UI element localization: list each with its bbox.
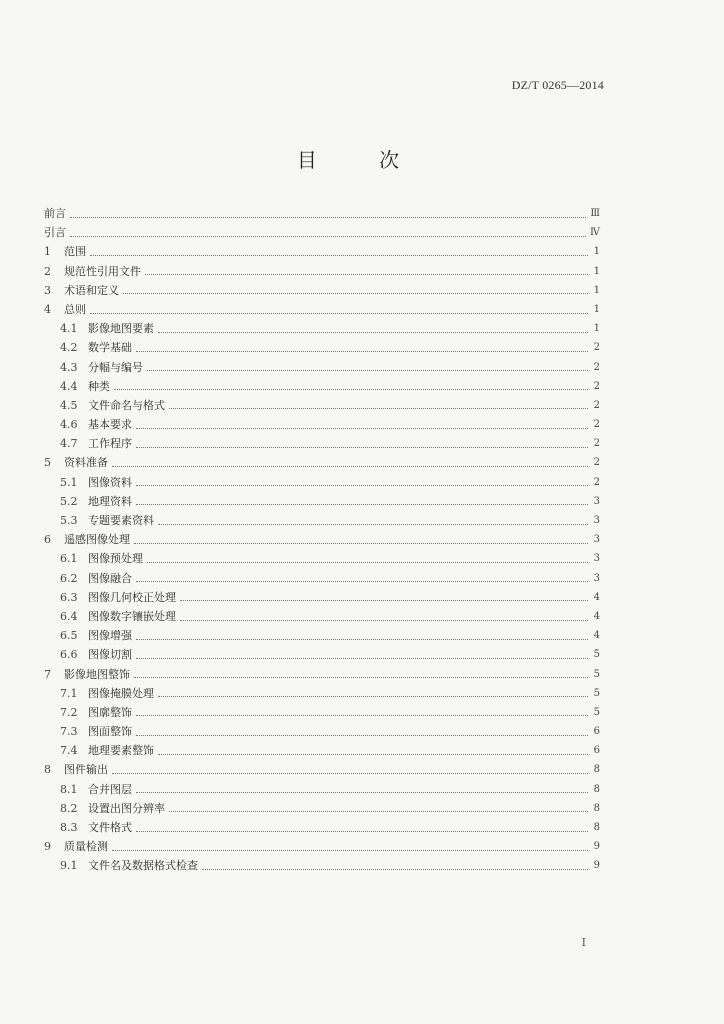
toc-entry-label: 图像资料 <box>88 475 132 489</box>
toc-entry[interactable] <box>44 300 600 319</box>
toc-entry[interactable] <box>44 492 600 511</box>
toc-entry-page: 2 <box>593 438 600 450</box>
toc-entry-label: 图像几何校正处理 <box>88 590 176 604</box>
toc-leader-dots <box>136 580 588 582</box>
toc-entry-page: 6 <box>593 745 600 757</box>
toc-entry-page: 8 <box>593 822 600 833</box>
toc-entry[interactable] <box>44 856 600 875</box>
toc-entry-number: 7.4 <box>60 744 78 758</box>
toc-entry-number: 2 <box>44 264 51 278</box>
toc-entry-label: 图像掩膜处理 <box>88 686 154 700</box>
toc-entry-number: 5.2 <box>60 494 78 508</box>
toc-entry-page: 3 <box>593 534 600 546</box>
toc-entry-number: 4 <box>44 302 51 316</box>
toc-leader-dots <box>123 292 588 294</box>
toc-entry[interactable] <box>44 434 600 453</box>
toc-entry-page: 5 <box>593 649 600 661</box>
toc-entry-number: 6.2 <box>60 571 78 585</box>
toc-leader-dots <box>114 388 588 390</box>
toc-leader-dots <box>158 523 588 525</box>
toc-leader-dots <box>158 753 588 755</box>
toc-entry-page: 3 <box>593 515 600 526</box>
toc-entry-page: 8 <box>593 802 600 814</box>
toc-entry-number: 6.3 <box>60 590 78 604</box>
toc-entry[interactable] <box>44 453 600 472</box>
toc-entry-label: 图件输出 <box>64 763 108 777</box>
toc-entry-label: 图面整饰 <box>88 725 132 739</box>
toc-entry-label: 质量检测 <box>64 840 108 854</box>
toc-leader-dots <box>136 830 588 832</box>
toc-entry[interactable] <box>44 799 600 818</box>
toc-entry-label: 合并图层 <box>88 782 132 796</box>
toc-leader-dots <box>90 254 588 256</box>
toc-entry-label: 影像地图整饰 <box>64 667 130 681</box>
toc-entry-number: 8 <box>44 763 51 777</box>
toc-entry-label: 图像数字镶嵌处理 <box>88 609 176 623</box>
toc-entry-label: 设置出图分辨率 <box>88 801 165 815</box>
toc-entry-page: 1 <box>593 265 600 277</box>
toc-entry-page: 1 <box>593 323 600 335</box>
toc-entry-page: 9 <box>593 860 600 872</box>
toc-entry-label: 规范性引用文件 <box>64 264 141 278</box>
toc-leader-dots <box>136 791 588 793</box>
toc-entry-label: 范围 <box>64 245 86 259</box>
toc-entry-label: 图廓整饰 <box>88 705 132 719</box>
toc-entry-number: 4.5 <box>60 398 78 412</box>
toc-leader-dots <box>147 369 588 371</box>
toc-entry[interactable] <box>44 415 600 434</box>
toc-leader-dots <box>136 484 588 486</box>
toc-entry-page: 5 <box>593 668 600 680</box>
toc-entry-number: 6.6 <box>60 648 78 662</box>
toc-entry-label: 图像预处理 <box>88 552 143 566</box>
toc-entry[interactable] <box>44 262 600 281</box>
toc-entry-number: 6.4 <box>60 609 78 623</box>
toc-entry-number: 4.4 <box>60 379 78 393</box>
toc-entry-label: 图像融合 <box>88 571 132 585</box>
toc-entry-label: 图像切割 <box>88 648 132 662</box>
toc-entry-number: 1 <box>44 245 51 259</box>
toc-entry-page: 3 <box>593 572 600 584</box>
toc-entry-page: 3 <box>593 553 600 565</box>
toc-entry-number: 3 <box>44 283 51 297</box>
toc-entry[interactable] <box>44 281 600 300</box>
toc-leader-dots <box>136 734 588 736</box>
page-title: 目 次 <box>296 148 428 172</box>
toc-leader-dots <box>136 350 588 352</box>
toc-entry-number: 6 <box>44 533 51 547</box>
toc-entry-page: 8 <box>593 764 600 776</box>
toc-entry-label: 文件命名与格式 <box>88 398 165 412</box>
toc-entry[interactable] <box>44 818 600 837</box>
toc-entry[interactable] <box>44 242 600 261</box>
toc-entry-label: 图像增强 <box>88 629 132 643</box>
toc-leader-dots <box>147 561 588 563</box>
toc-entry[interactable] <box>44 511 600 530</box>
toc-leader-dots <box>134 676 588 678</box>
toc-entry-label: 遥感图像处理 <box>64 533 130 547</box>
toc-leader-dots <box>169 810 588 812</box>
toc-entry-page: 1 <box>593 284 600 296</box>
toc-leader-dots <box>136 427 588 429</box>
standard-code: DZ/T 0265—2014 <box>511 78 604 92</box>
toc-entry[interactable] <box>44 377 600 396</box>
toc-entry-page: Ⅳ <box>590 227 600 239</box>
toc-entry-number: 9.1 <box>60 859 78 873</box>
toc-entry[interactable] <box>44 684 600 703</box>
toc-leader-dots <box>202 868 588 870</box>
toc-entry[interactable] <box>44 358 600 377</box>
toc-entry-page: 4 <box>593 610 600 622</box>
toc-leader-dots <box>134 542 588 544</box>
toc-entry-page: 6 <box>593 726 600 738</box>
toc-leader-dots <box>145 273 588 275</box>
toc-entry-label: 地理要素整饰 <box>88 744 154 758</box>
toc-entry[interactable] <box>44 760 600 779</box>
toc-entry-label: 基本要求 <box>88 418 132 432</box>
toc-entry-page: 2 <box>593 342 600 354</box>
toc-leader-dots <box>112 849 588 851</box>
toc-entry-number: 7 <box>44 667 51 681</box>
toc-entry-number: 4.1 <box>60 322 78 336</box>
toc-entry-page: 2 <box>593 457 600 469</box>
toc-entry-label: 文件格式 <box>88 821 132 834</box>
toc-entry-label: 前言 <box>44 207 66 220</box>
toc-leader-dots <box>90 312 588 314</box>
toc-entry-label: 资料准备 <box>64 456 108 470</box>
toc-leader-dots <box>70 216 586 218</box>
toc-entry[interactable] <box>44 530 600 549</box>
toc-entry-page: 1 <box>593 246 600 258</box>
toc-entry-label: 工作程序 <box>88 437 132 451</box>
toc-entry-page: 1 <box>593 303 600 315</box>
toc-entry-number: 7.1 <box>60 686 78 700</box>
toc-leader-dots <box>136 714 588 716</box>
toc-entry-label: 术语和定义 <box>64 283 119 297</box>
toc-entry-number: 7.3 <box>60 725 78 739</box>
toc-leader-dots <box>136 638 588 640</box>
toc-leader-dots <box>112 772 588 774</box>
toc-entry-page: 4 <box>593 630 600 642</box>
toc-entry-label: 地理资料 <box>88 494 132 508</box>
toc-entry-label: 引言 <box>44 226 66 240</box>
toc-leader-dots <box>136 503 588 505</box>
toc-entry[interactable] <box>44 607 600 626</box>
toc-entry[interactable] <box>44 837 600 856</box>
toc-entry[interactable] <box>44 722 600 741</box>
toc-entry[interactable] <box>44 338 600 357</box>
toc-entry-number: 9 <box>44 840 51 854</box>
toc-entry-number: 7.2 <box>60 705 78 719</box>
toc-entry-number: 5 <box>44 456 51 470</box>
toc-entry-label: 分幅与编号 <box>88 360 143 374</box>
toc-entry[interactable] <box>44 223 600 242</box>
toc-entry-number: 8.3 <box>60 821 78 834</box>
toc-entry[interactable] <box>44 569 600 588</box>
toc-entry-number: 5.1 <box>60 475 78 489</box>
toc-entry-page: 5 <box>593 706 600 718</box>
toc-entry-number: 8.2 <box>60 801 78 815</box>
table-of-contents <box>44 204 600 876</box>
toc-leader-dots <box>180 599 588 601</box>
toc-leader-dots <box>136 446 588 448</box>
toc-entry-label: 专题要素资料 <box>88 514 154 527</box>
toc-entry[interactable] <box>44 549 600 568</box>
toc-entry-number: 8.1 <box>60 782 78 796</box>
toc-entry-number: 6.5 <box>60 629 78 643</box>
toc-entry[interactable] <box>44 741 600 760</box>
toc-entry[interactable] <box>44 626 600 645</box>
toc-entry-page: 2 <box>593 419 600 431</box>
toc-entry-number: 4.7 <box>60 437 78 451</box>
toc-entry[interactable] <box>44 703 600 722</box>
toc-leader-dots <box>180 619 588 621</box>
toc-entry-page: 2 <box>593 380 600 392</box>
toc-entry[interactable] <box>44 319 600 338</box>
toc-leader-dots <box>169 407 588 409</box>
toc-entry-page: Ⅲ <box>590 208 600 219</box>
page-number: I <box>581 936 586 949</box>
toc-entry-page: 8 <box>593 783 600 795</box>
toc-leader-dots <box>158 695 588 697</box>
toc-entry-label: 影像地图要素 <box>88 322 154 336</box>
toc-entry-number: 6.1 <box>60 552 78 566</box>
toc-entry-label: 文件名及数据格式检查 <box>88 859 198 873</box>
toc-entry-number: 4.3 <box>60 360 78 374</box>
toc-entry-label: 总则 <box>64 302 86 316</box>
toc-leader-dots <box>158 331 588 333</box>
toc-entry-number: 4.6 <box>60 418 78 432</box>
toc-entry-page: 9 <box>593 841 600 853</box>
toc-leader-dots <box>136 657 588 659</box>
toc-entry-page: 4 <box>593 591 600 603</box>
toc-entry-label: 数学基础 <box>88 341 132 355</box>
toc-entry[interactable] <box>44 665 600 684</box>
toc-entry[interactable] <box>44 473 600 492</box>
toc-entry-page: 5 <box>593 687 600 699</box>
toc-entry-page: 3 <box>593 495 600 507</box>
toc-entry-label: 种类 <box>88 379 110 393</box>
toc-entry[interactable] <box>44 396 600 415</box>
toc-entry-page: 2 <box>593 476 600 488</box>
toc-leader-dots <box>112 465 588 467</box>
toc-entry[interactable] <box>44 645 600 664</box>
toc-entry[interactable] <box>44 204 600 223</box>
toc-entry[interactable] <box>44 588 600 607</box>
toc-entry[interactable] <box>44 780 600 799</box>
toc-entry-number: 4.2 <box>60 341 78 355</box>
toc-leader-dots <box>70 235 586 237</box>
toc-entry-number: 5.3 <box>60 514 78 527</box>
toc-entry-page: 2 <box>593 399 600 411</box>
toc-entry-page: 2 <box>593 361 600 373</box>
